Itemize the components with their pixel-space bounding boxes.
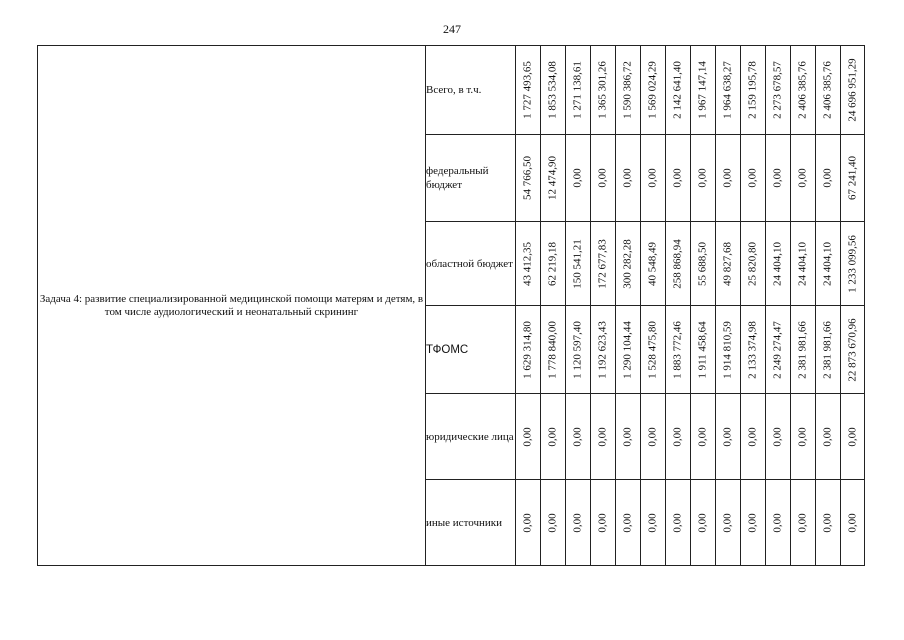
value-cell [691,480,716,566]
value-cell [591,135,616,222]
value-cell [616,480,641,566]
value-cell [616,222,641,306]
value-cell [816,46,841,135]
value-cell [666,306,691,394]
value-text: 300 282,28 [621,238,634,289]
value-cell [716,306,741,394]
value-text: 1 290 104,44 [621,320,634,379]
value-cell [841,306,865,394]
value-cell [641,394,666,480]
value-text: 0,00 [821,168,834,188]
value-cell [816,222,841,306]
value-text: 25 820,80 [746,241,759,286]
value-cell [716,46,741,135]
value-text: 2 142 641,40 [671,61,684,119]
value-cell [691,135,716,222]
value-cell [516,222,541,306]
value-text: 1 911 458,64 [696,320,709,379]
value-cell [766,394,791,480]
value-text: 0,00 [596,426,609,447]
value-text: 1 271 138,61 [571,61,584,119]
value-cell [666,135,691,222]
value-text: 2 133 374,98 [746,320,759,379]
value-cell [816,394,841,480]
value-cell [516,480,541,566]
funding-source-label: областной бюджет [426,222,516,306]
value-cell [666,394,691,480]
value-text: 0,00 [696,512,709,533]
value-text: 0,00 [521,426,534,447]
value-text: 150 541,21 [571,238,584,289]
value-text: 49 827,68 [721,241,734,286]
value-text: 2 381 981,66 [796,320,809,379]
value-text: 1 365 301,26 [596,61,609,119]
value-cell [766,135,791,222]
value-text: 0,00 [596,168,609,188]
value-text: 67 241,40 [846,156,858,200]
value-text: 2 406 385,76 [796,61,809,119]
value-cell [541,46,566,135]
value-text: 1 233 099,56 [846,234,858,293]
value-text: 2 381 981,66 [821,320,834,379]
value-text: 24 404,10 [771,241,784,286]
value-cell [841,135,865,222]
funding-source-label: иные источники [426,480,516,566]
value-cell [591,394,616,480]
value-cell [616,46,641,135]
value-cell [766,306,791,394]
funding-source-label: ТФОМС [426,306,516,394]
value-text: 172 677,83 [596,238,609,289]
value-cell [616,306,641,394]
value-text: 2 273 678,57 [771,61,784,119]
value-cell [566,306,591,394]
value-text: 0,00 [821,426,834,447]
value-text: 0,00 [646,168,659,188]
value-cell [666,46,691,135]
value-text: 0,00 [696,426,709,447]
value-cell [591,222,616,306]
funding-source-label: юридические лица [426,394,516,480]
value-cell [516,394,541,480]
value-text: 0,00 [771,168,784,188]
value-cell [566,394,591,480]
value-cell [666,222,691,306]
value-cell [691,46,716,135]
value-text: 54 766,50 [521,156,534,200]
value-cell [741,480,766,566]
value-text: 0,00 [796,168,809,188]
value-text: 22 873 670,96 [846,317,858,382]
value-cell [716,135,741,222]
value-cell [791,135,816,222]
value-text: 0,00 [771,426,784,447]
value-cell [566,480,591,566]
value-cell [791,46,816,135]
value-cell [791,480,816,566]
value-text: 43 412,35 [521,241,534,286]
value-text: 0,00 [646,426,659,447]
value-text: 0,00 [571,426,584,447]
value-text: 62 219,18 [546,241,559,286]
value-cell [766,222,791,306]
value-cell [841,480,865,566]
value-text: 0,00 [771,512,784,533]
value-cell [591,480,616,566]
value-text: 24 404,10 [821,241,834,286]
value-cell [641,480,666,566]
value-cell [791,394,816,480]
value-text: 0,00 [621,512,634,533]
value-cell [741,394,766,480]
value-text: 0,00 [746,426,759,447]
value-text: 1 883 772,46 [671,320,684,379]
value-text: 0,00 [821,512,834,533]
value-text: 0,00 [721,168,734,188]
value-text: 1 778 840,00 [546,320,559,379]
value-cell [766,480,791,566]
value-cell [716,394,741,480]
value-cell [516,306,541,394]
value-cell [641,46,666,135]
value-text: 1 964 638,27 [721,61,734,119]
value-text: 1 914 810,59 [721,320,734,379]
value-text: 0,00 [746,168,759,188]
value-text: 0,00 [621,426,634,447]
page-number: 247 [443,22,461,36]
value-cell [841,222,865,306]
value-cell [691,222,716,306]
value-text: 0,00 [571,168,584,188]
value-cell [516,46,541,135]
value-cell [541,135,566,222]
value-cell [816,480,841,566]
value-cell [616,135,641,222]
value-cell [816,135,841,222]
value-text: 40 548,49 [646,241,659,286]
value-text: 0,00 [721,426,734,447]
value-text: 2 406 385,76 [821,61,834,119]
value-cell [691,306,716,394]
value-text: 0,00 [671,168,684,188]
value-text: 0,00 [671,512,684,533]
value-cell [691,394,716,480]
value-text: 0,00 [596,512,609,533]
value-cell [791,222,816,306]
value-text: 24 696 951,29 [846,58,858,122]
value-text: 2 249 274,47 [771,320,784,379]
value-text: 1 528 475,80 [646,320,659,379]
value-cell [741,135,766,222]
value-text: 1 629 314,80 [521,320,534,379]
value-cell [516,135,541,222]
value-text: 24 404,10 [796,241,809,286]
value-cell [741,306,766,394]
value-cell [541,306,566,394]
value-text: 0,00 [521,512,534,533]
value-text: 0,00 [746,512,759,533]
value-cell [566,46,591,135]
value-text: 0,00 [846,512,858,533]
funding-table [37,45,865,566]
value-cell [566,222,591,306]
value-text: 1 853 534,08 [546,61,559,119]
value-text: 0,00 [846,426,858,447]
value-cell [541,394,566,480]
value-text: 0,00 [621,168,634,188]
value-cell [816,306,841,394]
value-cell [766,46,791,135]
value-text: 2 159 195,78 [746,61,759,119]
value-text: 0,00 [721,512,734,533]
value-cell [716,480,741,566]
value-cell [841,46,865,135]
value-cell [841,394,865,480]
value-text: 0,00 [571,512,584,533]
value-text: 12 474,90 [546,156,559,200]
funding-source-label: федеральный бюджет [426,135,516,222]
value-cell [591,306,616,394]
value-text: 0,00 [696,168,709,188]
value-cell [641,135,666,222]
value-cell [641,306,666,394]
value-text: 55 688,50 [696,241,709,286]
value-cell [666,480,691,566]
value-text: 258 868,94 [671,238,684,289]
value-cell [591,46,616,135]
value-text: 0,00 [546,426,559,447]
value-text: 0,00 [796,426,809,447]
value-cell [541,222,566,306]
value-cell [566,135,591,222]
value-cell [541,480,566,566]
value-text: 0,00 [671,426,684,447]
value-text: 1 590 386,72 [621,61,634,119]
value-text: 1 727 493,65 [521,61,534,119]
value-text: 0,00 [796,512,809,533]
value-text: 0,00 [546,512,559,533]
value-cell [791,306,816,394]
value-text: 1 967 147,14 [696,61,709,119]
value-cell [641,222,666,306]
value-text: 1 569 024,29 [646,61,659,119]
task-description: Задача 4: развитие специализированной медицинской помощи матерям и детям, в том числе аудиологический и неонатальный скрининг [38,46,426,566]
value-text: 1 192 623,43 [596,320,609,379]
value-cell [616,394,641,480]
value-text: 1 120 597,40 [571,320,584,379]
value-cell [741,46,766,135]
value-cell [741,222,766,306]
value-text: 0,00 [646,512,659,533]
value-cell [716,222,741,306]
table-row [38,46,865,135]
funding-source-label: Всего, в т.ч. [426,46,516,135]
